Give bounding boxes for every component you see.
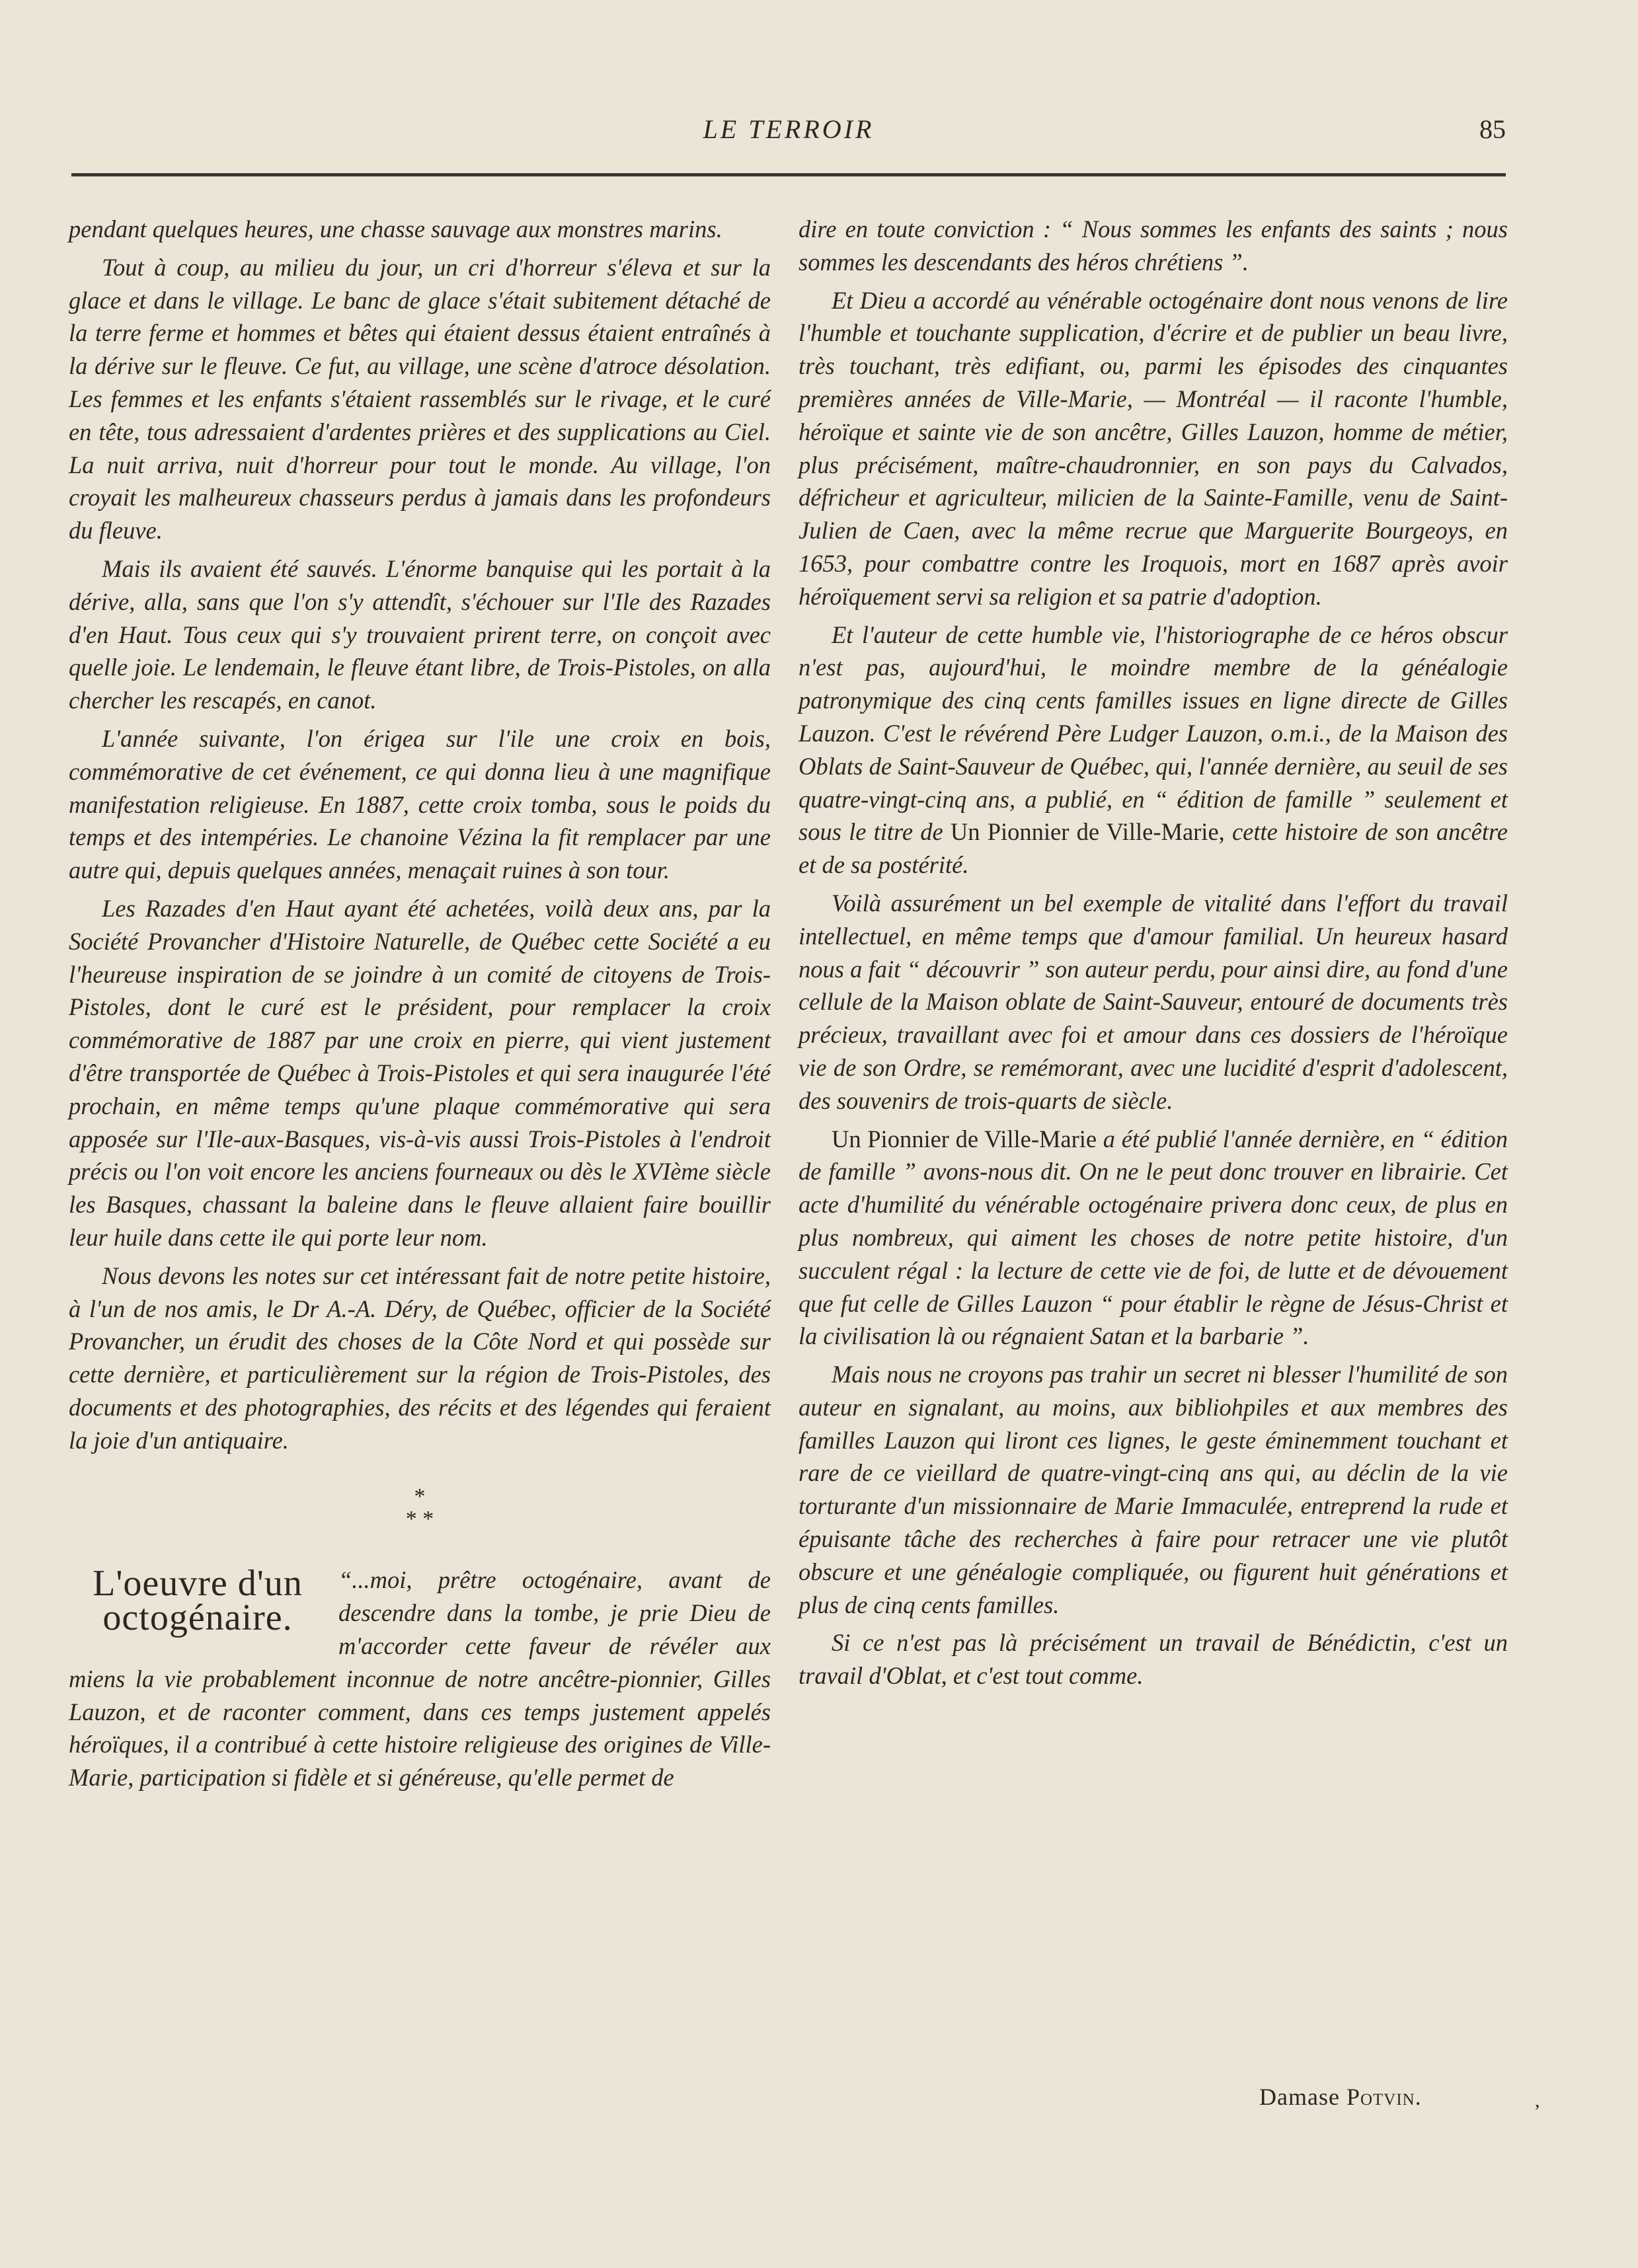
paragraph: “...moi, prêtre octogénaire, avant de descendre dans la tombe, je prie Dieu de m'accorder cette faveur de révéler aux miens la vie probablement inconnue de notre ancêtre-pionnier, Gilles Lauzon, et de raconter comment, dans ces temps justement appelés héroïques, il a contribué à cette histoire religieuse des origines de Ville-Marie, participation si fidèle et si généreuse, qu'elle permet de [69, 1566, 771, 1792]
paragraph: Les Razades d'en Haut ayant été achetées, voilà deux ans, par la Société Provancher d'Histoire Naturelle, de Québec cette Société a eu l'heureuse inspiration de se joindre à un comité de citoyens de Trois-Pistoles, dont le curé est le président, pour remplacer la croix commémorative de 1887 par une croix en pierre, qui vient justement d'être transportée de Québec à Trois-Pistoles et qui sera inaugurée l'été prochain, en même temps qu'une plaque commémorative qui sera apposée sur l'Ile-aux-Basques, vis-à-vis aussi Trois-Pistoles à l'endroit précis ou l'on voit encore les anciens fourneaux ou dès le XVIème siècle les Basques, chassant la baleine dans le fleuve allaient faire bouillir leur huile dans cette ile qui porte leur nom. [69, 894, 771, 1251]
journal-title: LE TERROIR [703, 114, 875, 144]
paragraph [799, 619, 1508, 882]
section-separator [69, 1486, 771, 1531]
paragraph-text: cette histoire de son ancêtre et de sa postérité. [799, 818, 1508, 879]
paragraph: Mais ils avaient été sauvés. L'énorme banquise qui les portait à la dérive, alla, sans que l'on s'y attendît, s'échouer sur l'Ile des Razades d'en Haut. Tous ceux qui s'y trouvaient prirent terre, on conçoit avec quelle joie. Le lendemain, le fleuve étant libre, de Trois-Pistoles, on alla chercher les rescapés, en canot. [69, 554, 771, 714]
separator-stars-bottom: * * [405, 1507, 434, 1532]
section-oeuvre [69, 1564, 771, 1794]
author-signature [1259, 2083, 1422, 2111]
paragraph: dire en toute conviction : “ Nous sommes les enfants des saints ; nous sommes les descendants des héros chrétiens ”. [799, 215, 1508, 276]
paragraph-text: a été publié l'année dernière, en “ édition de famille ” avons-nous dit. On ne le peut donc trouver en librairie. Cet acte d'humilité du vénérable octogénaire privera donc ceux, de plus en plus nombreux, qui aiment les choses de notre petite histoire, d'un succulent régal : la lecture de cette vie de foi, de lutte et de dévouement que fut celle de Gilles Lauzon “ pour établir le règne de Jésus-Christ et la civilisation là ou régnaient Satan et la barbarie ”. [799, 1125, 1508, 1350]
side-heading-line: octogénaire. [102, 1597, 293, 1639]
paragraph: pendant quelques heures, une chasse sauvage aux monstres marins. [69, 215, 722, 243]
separator-star-top: * [414, 1484, 426, 1509]
paragraph: Nous devons les notes sur cet intéressant fait de notre petite histoire, à l'un de nos amis, le Dr A.-A. Déry, de Québec, officier de la Société Provancher, un érudit des choses de la Côte Nord et qui possède sur cette dernière, et particulièrement sur la région de Trois-Pistoles, des documents et des photographies, des récits et des légendes qui feraient la joie d'un antiquaire. [69, 1262, 771, 1454]
author-last-name: Potvin. [1346, 2084, 1422, 2110]
left-column [69, 213, 771, 1799]
section-side-heading [69, 1563, 327, 1639]
paragraph-text: Et l'auteur de cette humble vie, l'historiographe de ce héros obscur n'est pas, aujourd'hui, le moindre membre de la généalogie patronymique des cinq cents familles issues en ligne directe de Gilles Lauzon. C'est le révérend Père Ludger Lauzon, o.m.i., de la Maison des Oblats de Saint-Sauveur de Québec, qui, l'année dernière, au seuil de ses quatre-vingt-cinq ans, a publié, en “ édition de famille ” seulement et sous le titre de [799, 621, 1508, 846]
header-rule [71, 173, 1506, 176]
paragraph: Mais nous ne croyons pas trahir un secret ni blesser l'humilité de son auteur en signalant, au moins, aux bibliohpiles et aux membres des familles Lauzon qui liront ces lignes, le geste éminemment touchant et rare de ce vieillard de quatre-vingt-cinq ans qui, au déclin de la vie torturante d'un missionnaire de Marie Immaculée, entreprend la rude et épuisante tâche des recherches à faire pour retracer une vie plutôt obscure et une généalogie compliquée, ou figurent huit générations et plus de cinq cents familles. [799, 1361, 1508, 1618]
book-title: Un Pionnier de Ville-Marie, [950, 818, 1225, 846]
paragraph: L'année suivante, l'on érigea sur l'ile une croix en bois, commémorative de cet événement, ce qui donna lieu à une magnifique manifestation religieuse. En 1887, cette croix tomba, sous le poids du temps et des intempéries. Le chanoine Vézina la fit remplacer par une autre qui, depuis quelques années, menaçait ruines à son tour. [69, 724, 771, 884]
right-column [799, 213, 1508, 1698]
page-number: 85 [1479, 114, 1506, 144]
side-heading-line: L'oeuvre d'un [93, 1563, 303, 1605]
paragraph [799, 1123, 1508, 1353]
margin-mark: , [1535, 2090, 1540, 2111]
paragraph: Tout à coup, au milieu du jour, un cri d'horreur s'éleva et sur la glace et dans le village. Le banc de glace s'était subitement détaché de la terre ferme et hommes et bêtes qui étaient dessus étaient entraînés à la dérive sur le fleuve. Ce fut, au village, une scène d'atroce désolation. Les femmes et les enfants s'étaient rassemblés sur le rivage, et le curé en tête, tous adressaient d'ardentes prières et des supplications au Ciel. La nuit arriva, nuit d'horreur pour tout le monde. Au village, l'on croyait les malheureux chasseurs perdus à jamais dans les profondeurs du fleuve. [69, 253, 771, 545]
paragraph: Si ce n'est pas là précisément un travail de Bénédictin, c'est un travail d'Oblat, et c'est tout comme. [799, 1629, 1508, 1690]
paragraph: Voilà assurément un bel exemple de vitalité dans l'effort du travail intellectuel, en même temps que d'amour familial. Un heureux hasard nous a fait “ découvrir ” son auteur perdu, pour ainsi dire, au fond d'une cellule de la Maison oblate de Saint-Sauveur, entouré de documents très précieux, travaillant avec foi et amour dans ces dossiers de l'héroïque vie de son Ordre, se remémorant, avec une lucidité d'esprit d'adolescent, des souvenirs de trois-quarts de siècle. [799, 889, 1508, 1114]
author-first-name: Damase [1259, 2084, 1340, 2110]
book-title: Un Pionnier de Ville-Marie [832, 1125, 1097, 1153]
paragraph: Et Dieu a accordé au vénérable octogénaire dont nous venons de lire l'humble et touchante supplication, d'écrire et de publier un beau livre, très touchant, très edifiant, ou, parmi les épisodes des cinquantes premières années de Ville-Marie, — Montréal — il raconte l'humble, héroïque et sainte vie de son ancêtre, Gilles Lauzon, homme de métier, plus précisément, maître-chaudronnier, en son pays du Calvados, défricheur et agriculteur, milicien de la Sainte-Famille, venu de Saint-Julien de Caen, avec la même recrue que Marguerite Bourgeoys, en 1653, pour combattre contre les Iroquois, mort en 1687 après avoir héroïquement servi sa religion et sa patrie d'adoption. [799, 286, 1508, 610]
running-header [71, 114, 1506, 153]
